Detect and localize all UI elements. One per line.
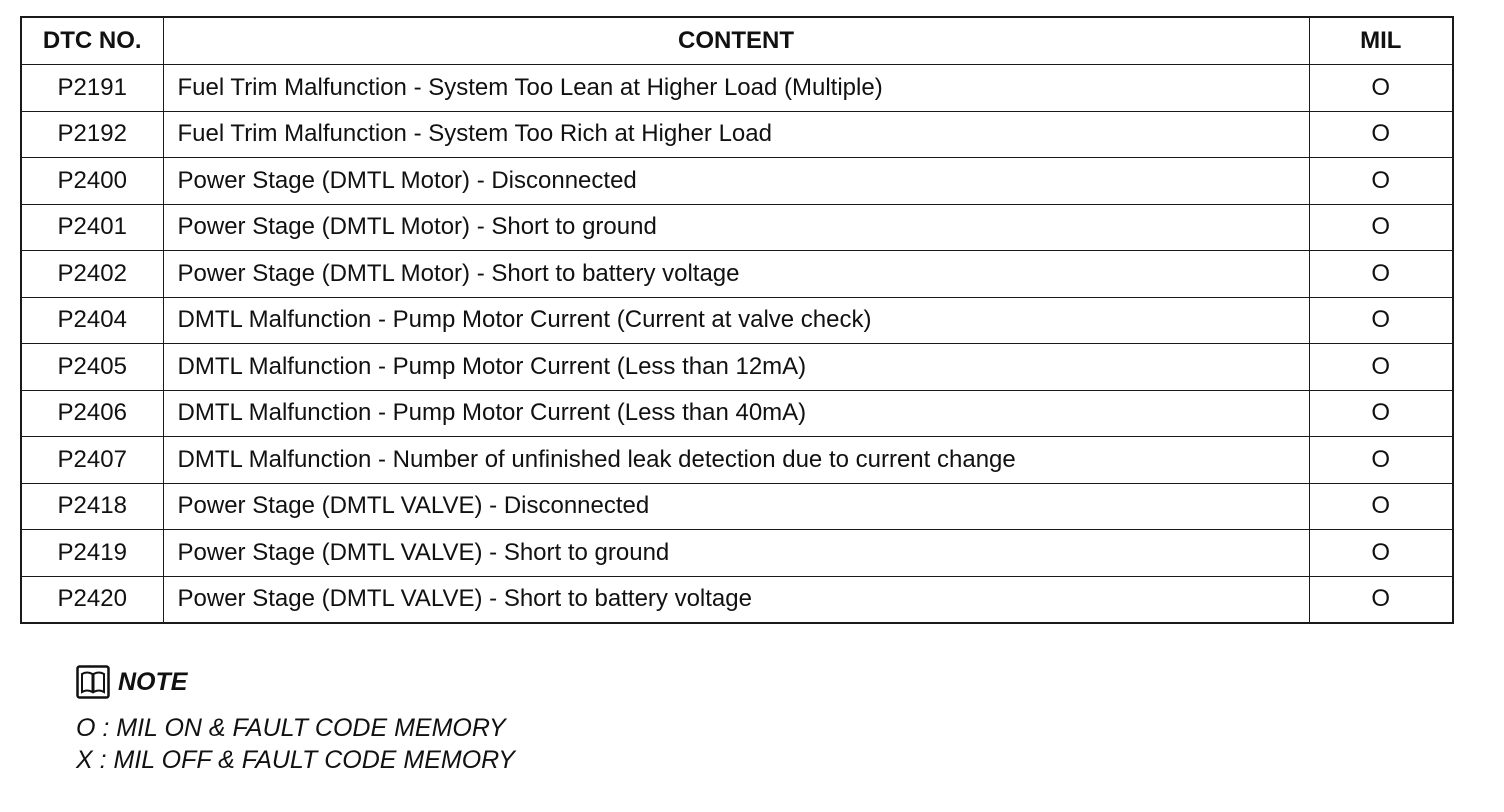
- mil-cell: O: [1309, 530, 1453, 577]
- table-row: [21, 204, 1453, 251]
- dtc-content-cell: Power Stage (DMTL Motor) - Short to battery voltage: [163, 251, 1309, 298]
- table-row: [21, 158, 1453, 205]
- note-header: [76, 662, 515, 702]
- note-legend: [76, 712, 515, 776]
- dtc-code-cell: P2401: [21, 204, 163, 251]
- note-block: [76, 662, 515, 776]
- book-icon: [76, 665, 110, 699]
- mil-cell: O: [1309, 204, 1453, 251]
- table-row: [21, 483, 1453, 530]
- dtc-content-cell: DMTL Malfunction - Pump Motor Current (Less than 12mA): [163, 344, 1309, 391]
- dtc-content-cell: Power Stage (DMTL Motor) - Disconnected: [163, 158, 1309, 205]
- dtc-content-cell: Power Stage (DMTL VALVE) - Short to ground: [163, 530, 1309, 577]
- header-content: CONTENT: [163, 17, 1309, 65]
- dtc-code-cell: P2191: [21, 65, 163, 112]
- table-row: [21, 344, 1453, 391]
- mil-cell: O: [1309, 390, 1453, 437]
- dtc-content-cell: Fuel Trim Malfunction - System Too Lean at Higher Load (Multiple): [163, 65, 1309, 112]
- header-mil: MIL: [1309, 17, 1453, 65]
- table-row: [21, 297, 1453, 344]
- dtc-content-cell: DMTL Malfunction - Number of unfinished leak detection due to current change: [163, 437, 1309, 484]
- legend-line-mil-off: X : MIL OFF & FAULT CODE MEMORY: [76, 746, 515, 774]
- dtc-content-cell: Power Stage (DMTL Motor) - Short to ground: [163, 204, 1309, 251]
- legend-line-mil-on: O : MIL ON & FAULT CODE MEMORY: [76, 714, 506, 742]
- dtc-code-cell: P2192: [21, 111, 163, 158]
- dtc-code-cell: P2419: [21, 530, 163, 577]
- mil-cell: O: [1309, 483, 1453, 530]
- dtc-content-cell: Fuel Trim Malfunction - System Too Rich at Higher Load: [163, 111, 1309, 158]
- table-row: [21, 390, 1453, 437]
- dtc-code-cell: P2407: [21, 437, 163, 484]
- mil-cell: O: [1309, 111, 1453, 158]
- table-header-row: [21, 17, 1453, 65]
- mil-cell: O: [1309, 251, 1453, 298]
- dtc-content-cell: Power Stage (DMTL VALVE) - Short to battery voltage: [163, 576, 1309, 623]
- dtc-code-cell: P2402: [21, 251, 163, 298]
- mil-cell: O: [1309, 344, 1453, 391]
- dtc-code-cell: P2406: [21, 390, 163, 437]
- note-title: NOTE: [118, 667, 188, 696]
- mil-cell: O: [1309, 576, 1453, 623]
- dtc-content-cell: DMTL Malfunction - Pump Motor Current (Less than 40mA): [163, 390, 1309, 437]
- dtc-code-cell: P2420: [21, 576, 163, 623]
- table-row: [21, 437, 1453, 484]
- dtc-code-cell: P2400: [21, 158, 163, 205]
- mil-cell: O: [1309, 158, 1453, 205]
- table-row: [21, 530, 1453, 577]
- dtc-code-cell: P2418: [21, 483, 163, 530]
- dtc-code-cell: P2405: [21, 344, 163, 391]
- table-row: [21, 251, 1453, 298]
- table-row: [21, 65, 1453, 112]
- mil-cell: O: [1309, 297, 1453, 344]
- header-dtc-no: DTC NO.: [21, 17, 163, 65]
- table-row: [21, 576, 1453, 623]
- dtc-content-cell: DMTL Malfunction - Pump Motor Current (Current at valve check): [163, 297, 1309, 344]
- dtc-content-cell: Power Stage (DMTL VALVE) - Disconnected: [163, 483, 1309, 530]
- mil-cell: O: [1309, 65, 1453, 112]
- table-row: [21, 111, 1453, 158]
- dtc-code-cell: P2404: [21, 297, 163, 344]
- dtc-table: [20, 16, 1454, 624]
- mil-cell: O: [1309, 437, 1453, 484]
